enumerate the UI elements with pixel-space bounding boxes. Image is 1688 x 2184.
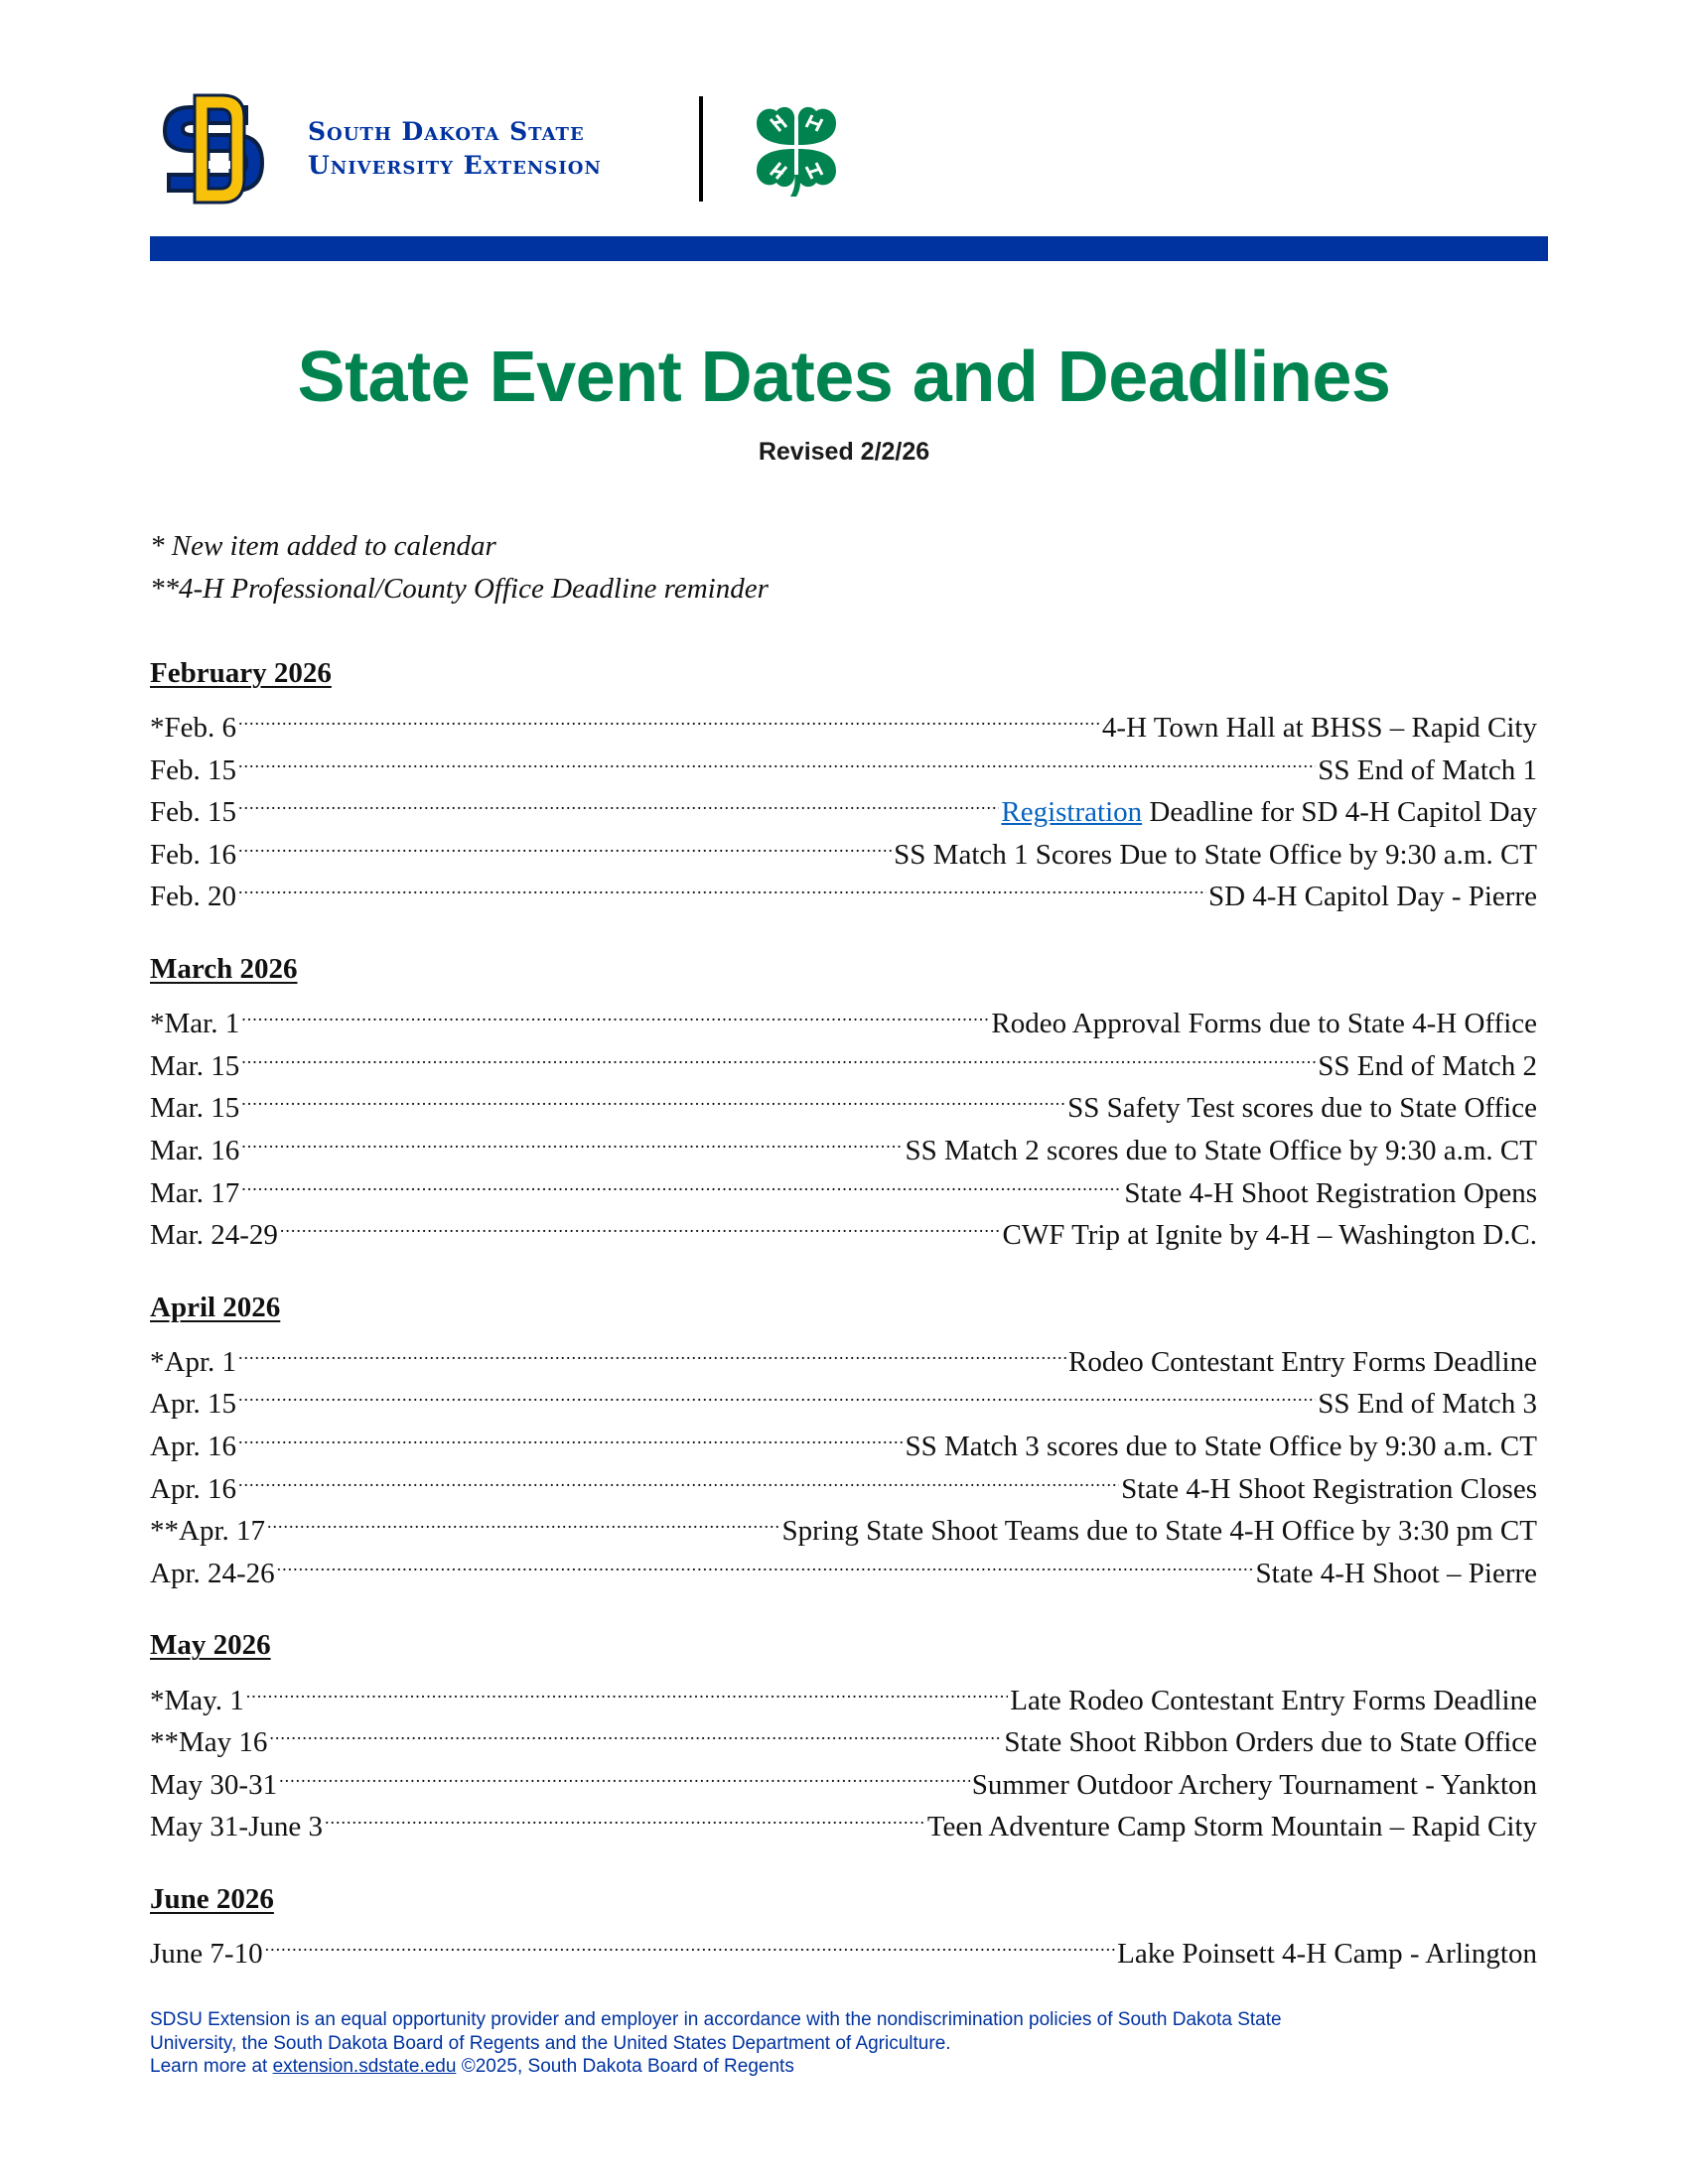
- event-description: Late Rodeo Contestant Entry Forms Deadline: [1010, 1684, 1537, 1716]
- dot-leader: [238, 1328, 1066, 1371]
- month-heading-june: June 2026: [150, 1883, 274, 1915]
- event-description: State 4-H Shoot Registration Opens: [1124, 1176, 1537, 1209]
- event-description: SD 4-H Capitol Day - Pierre: [1207, 881, 1537, 913]
- dot-leader: [238, 779, 999, 822]
- event-date: *May. 1: [150, 1684, 244, 1716]
- spacer: [150, 610, 1537, 652]
- event-description: 4-H Town Hall at BHSS – Rapid City: [1101, 711, 1537, 744]
- event-date: *Apr. 1: [150, 1345, 236, 1378]
- dot-leader: [267, 1498, 780, 1541]
- org-name-line1: South Dakota State: [308, 117, 585, 146]
- dot-leader: [238, 1413, 903, 1455]
- registration-link[interactable]: Registration: [1001, 796, 1143, 829]
- event-description: SS Safety Test scores due to State Office: [1067, 1092, 1537, 1125]
- header-divider: [699, 96, 703, 202]
- event-date: **May 16: [150, 1726, 268, 1759]
- footer-line-3: [150, 2055, 1560, 2079]
- event-description: SS Match 2 scores due to State Office by 9:30 a.m. CT: [905, 1134, 1537, 1166]
- event-date: Feb. 20: [150, 881, 236, 913]
- event-date: Feb. 15: [150, 796, 236, 829]
- event-date: Apr. 16: [150, 1472, 236, 1505]
- dot-leader: [325, 1794, 925, 1837]
- dot-leader: [241, 991, 989, 1033]
- revised-date: Revised 2/2/26: [758, 438, 930, 466]
- dot-leader: [238, 1371, 1316, 1414]
- dot-leader: [238, 694, 1100, 737]
- page-title: State Event Dates and Deadlines: [297, 338, 1391, 417]
- footer-prefix: Learn more at: [150, 2056, 273, 2077]
- dot-leader: [246, 1667, 1008, 1709]
- dot-leader: [241, 1032, 1316, 1075]
- legend-new-item: * New item added to calendar: [150, 530, 496, 562]
- dot-leader: [241, 1117, 903, 1160]
- footer-copyright: ©2025, South Dakota Board of Regents: [456, 2056, 794, 2077]
- extension-website-link[interactable]: extension.sdstate.edu: [272, 2056, 457, 2077]
- footer-line-2: University, the South Dakota Board of Regents and the United States Department of Agriculture.: [150, 2032, 951, 2054]
- dot-leader: [241, 1160, 1122, 1202]
- dot-leader: [280, 1202, 1001, 1245]
- event-row: [150, 991, 1537, 1040]
- dot-leader: [238, 737, 1316, 779]
- event-description: SS End of Match 1: [1318, 753, 1537, 786]
- footer-disclaimer: [150, 2008, 1560, 2079]
- legend-deadline-reminder: **4-H Professional/County Office Deadline reminder: [150, 572, 769, 605]
- event-description: [1001, 791, 1537, 834]
- dot-leader: [269, 1709, 1002, 1752]
- event-date: Feb. 16: [150, 838, 236, 871]
- org-name: [308, 115, 602, 183]
- dot-leader: [238, 821, 892, 864]
- month-heading-february: February 2026: [150, 656, 332, 689]
- month-heading-march: March 2026: [150, 952, 298, 985]
- sdsu-logo-icon: [151, 87, 274, 210]
- dot-leader: [265, 1921, 1116, 1964]
- event-date: Mar. 16: [150, 1134, 240, 1166]
- event-date: Apr. 15: [150, 1388, 236, 1421]
- event-description: Teen Adventure Camp Storm Mountain – Rapid City: [926, 1811, 1537, 1843]
- dot-leader: [241, 1075, 1065, 1118]
- event-description-text: Deadline for SD 4-H Capitol Day: [1142, 796, 1537, 829]
- event-row: [150, 1667, 1537, 1716]
- event-description: Spring State Shoot Teams due to State 4-H Office by 3:30 pm CT: [781, 1515, 1537, 1548]
- event-date: Feb. 15: [150, 753, 236, 786]
- event-description: SS Match 1 Scores Due to State Office by 9:30 a.m. CT: [894, 838, 1537, 871]
- dot-leader: [238, 1455, 1119, 1498]
- event-date: Mar. 17: [150, 1176, 240, 1209]
- event-description: SS End of Match 3: [1318, 1388, 1537, 1421]
- event-description: State Shoot Ribbon Orders due to State Office: [1004, 1726, 1537, 1759]
- month-heading-may: May 2026: [150, 1629, 271, 1662]
- footer-line-1: SDSU Extension is an equal opportunity provider and employer in accordance with the nondiscrimination policies of South Dakota State: [150, 2009, 1282, 2030]
- event-date: Mar. 24-29: [150, 1219, 278, 1252]
- event-date: Apr. 16: [150, 1431, 236, 1463]
- event-description: Rodeo Contestant Entry Forms Deadline: [1068, 1345, 1537, 1378]
- event-row: [150, 694, 1537, 744]
- calendar-content: [150, 525, 1537, 1971]
- event-description: Lake Poinsett 4-H Camp - Arlington: [1117, 1938, 1537, 1971]
- event-date: May 31-June 3: [150, 1811, 323, 1843]
- month-heading-april: April 2026: [150, 1291, 281, 1323]
- event-date: *Feb. 6: [150, 711, 236, 744]
- event-date: Apr. 24-26: [150, 1557, 275, 1589]
- event-date: June 7-10: [150, 1938, 263, 1971]
- event-description: SS Match 3 scores due to State Office by 9:30 a.m. CT: [905, 1431, 1537, 1463]
- event-row: [150, 1921, 1537, 1971]
- 4h-clover-icon: [747, 101, 846, 197]
- org-name-line2: University Extension: [308, 151, 602, 180]
- dot-leader: [277, 1540, 1254, 1582]
- dot-leader: [238, 864, 1206, 906]
- event-row: [150, 1328, 1537, 1378]
- event-description: State 4-H Shoot Registration Closes: [1121, 1472, 1537, 1505]
- event-date: Mar. 15: [150, 1049, 240, 1082]
- event-description: Summer Outdoor Archery Tournament - Yankton: [971, 1768, 1537, 1801]
- event-date: Mar. 15: [150, 1092, 240, 1125]
- dot-leader: [279, 1751, 970, 1794]
- event-description: Rodeo Approval Forms due to State 4-H Office: [991, 1008, 1537, 1040]
- event-date: **Apr. 17: [150, 1515, 265, 1548]
- event-description: SS End of Match 2: [1318, 1049, 1537, 1082]
- event-date: May 30-31: [150, 1768, 278, 1801]
- event-date: *Mar. 1: [150, 1008, 240, 1040]
- event-description: CWF Trip at Ignite by 4-H – Washington D.C.: [1002, 1219, 1537, 1252]
- header-blue-bar: [150, 236, 1548, 261]
- event-description: State 4-H Shoot – Pierre: [1255, 1557, 1537, 1589]
